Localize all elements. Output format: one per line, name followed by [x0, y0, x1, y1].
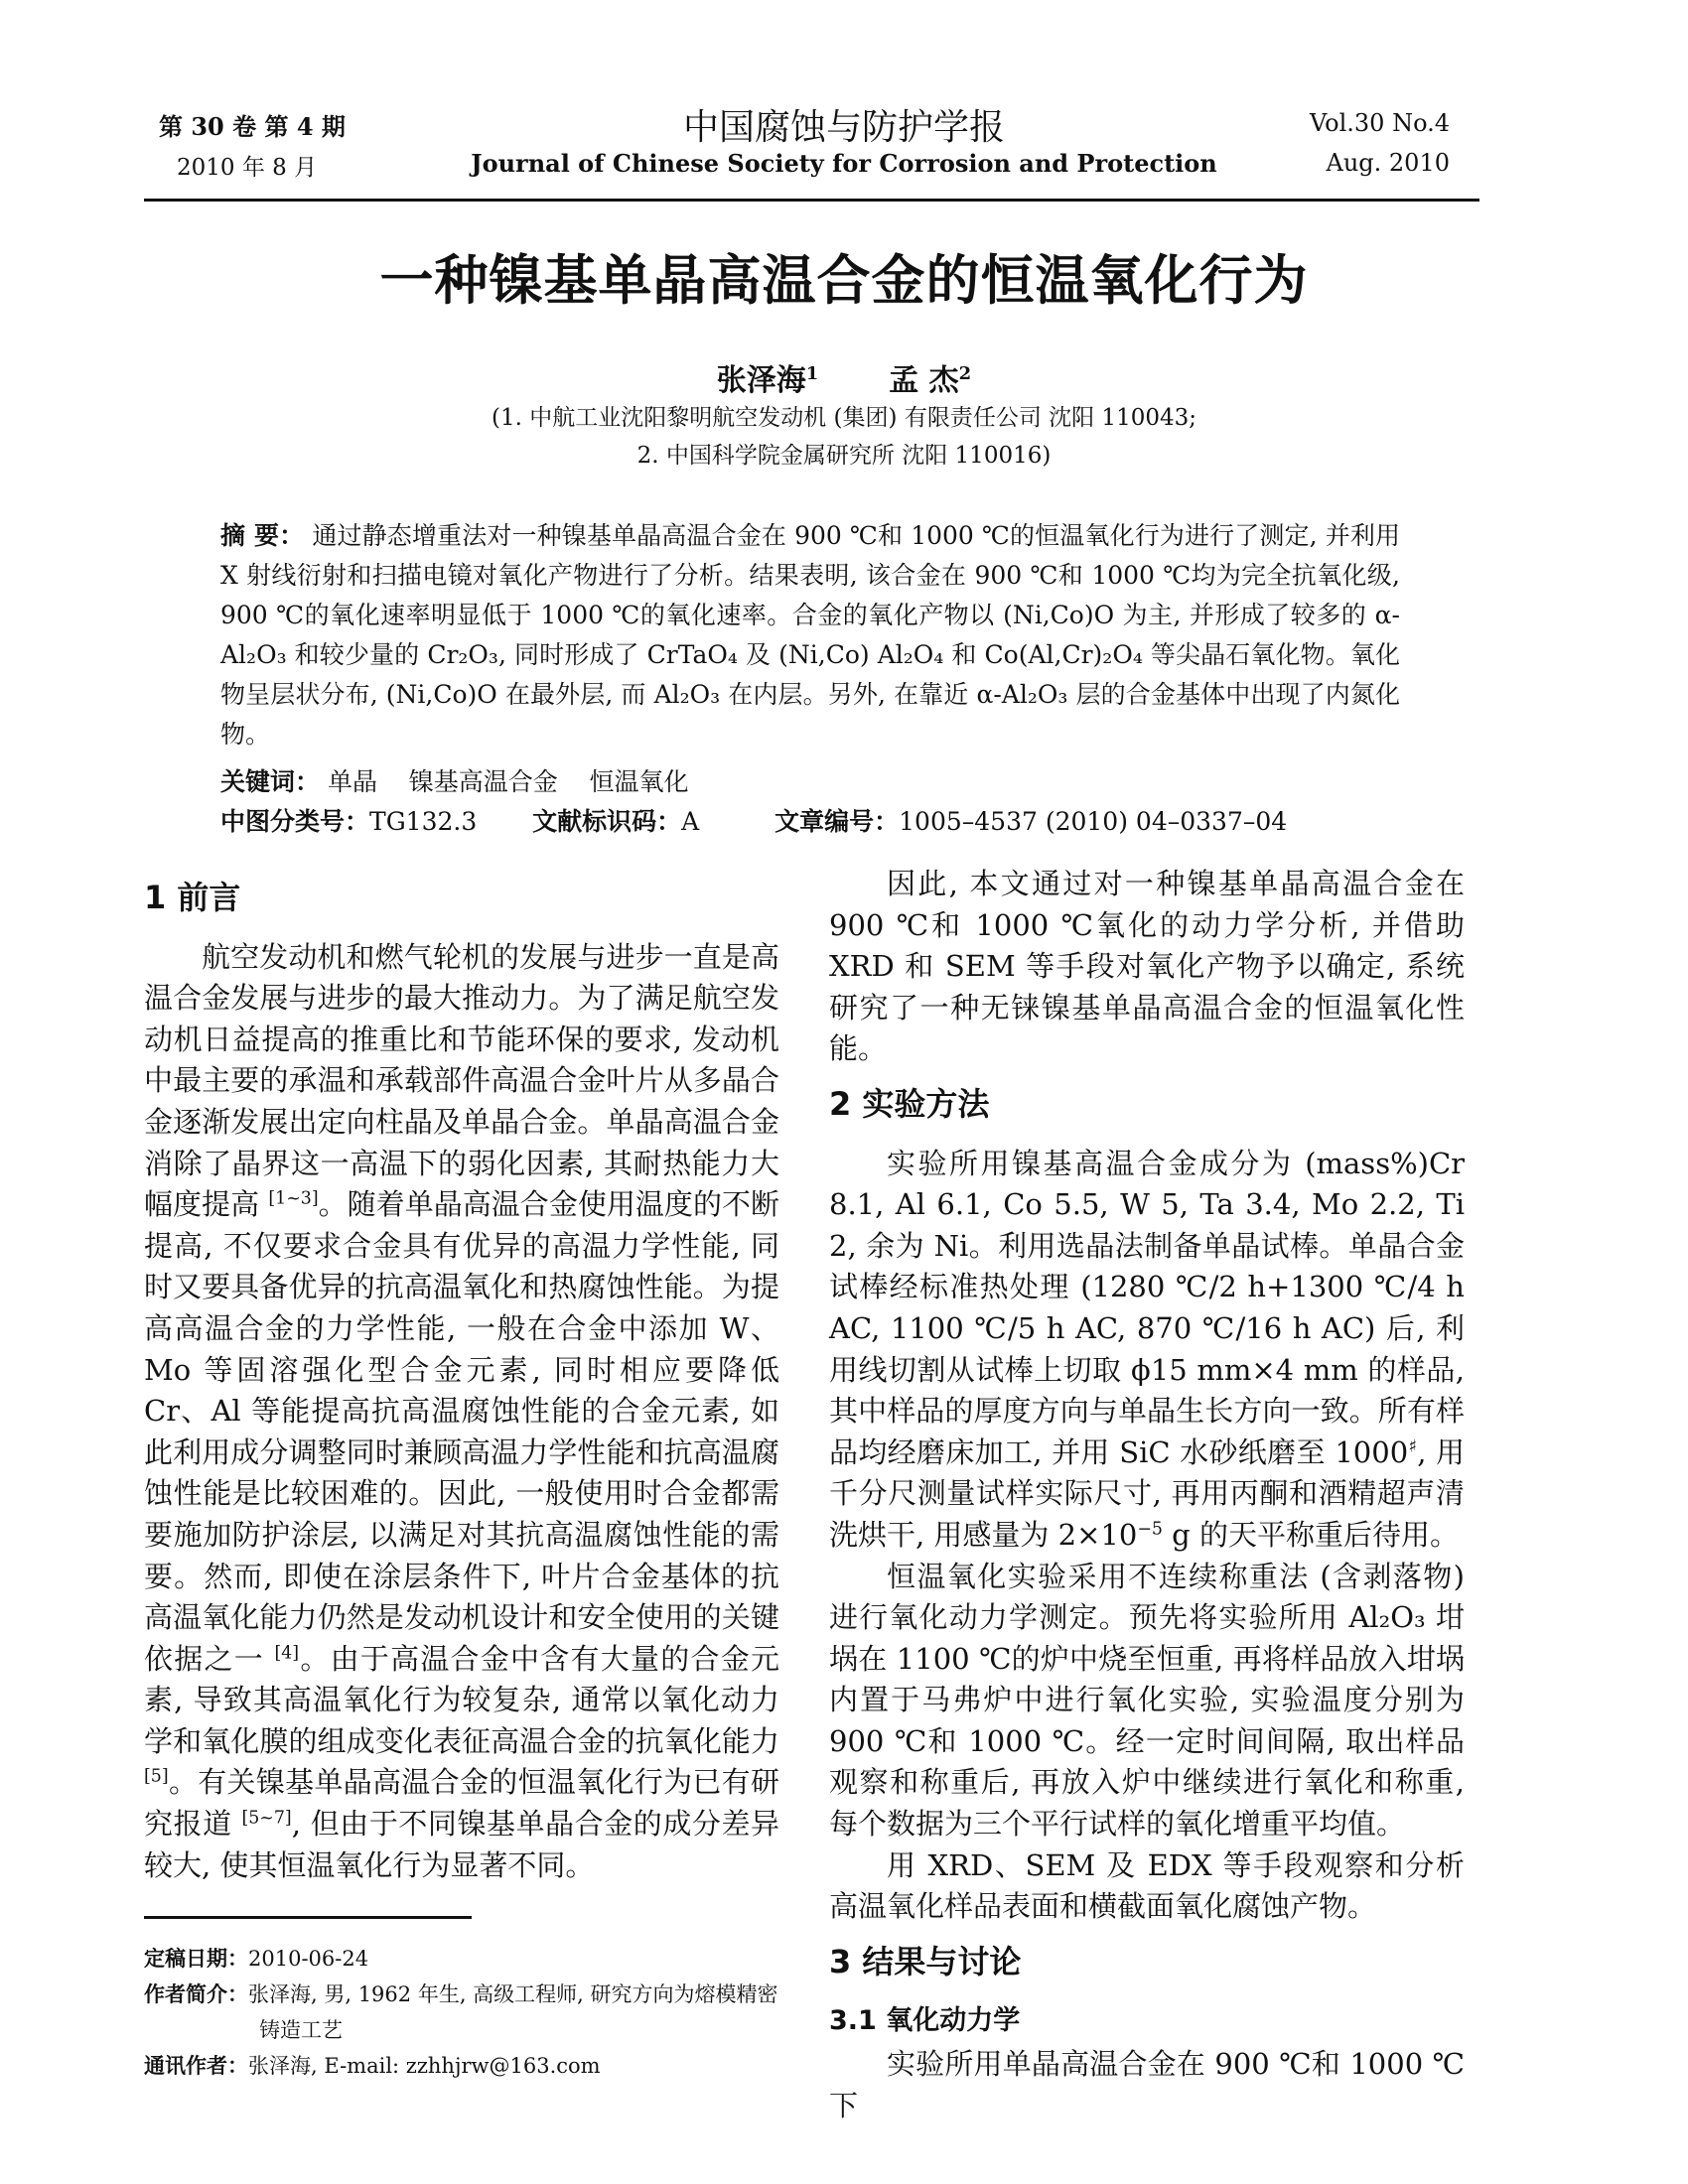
author-affil-mark: 1 [805, 363, 819, 384]
citation-superscript: [1~3] [268, 1188, 319, 1209]
footnote-label: 定稿日期： [144, 1947, 248, 1972]
paragraph-text: 实验所用镍基高温合金成分为 (mass%)Cr 8.1, Al 6.1, Co 5.5, W 5, Ta 3.4, Mo 2.2, Ti 2, 余为 Ni。利用选晶法制备单晶试棒。单晶合金试棒经标准热处理 (1280 ℃/2 h+1300 ℃/4 h AC, 1100 ℃/5 h AC, 870 ℃/16 h AC) 后, 利用线切割从试棒上切取 ϕ15 mm×4 mm 的样品, 其中样品的厚度方向与单晶生长方向一致。所有样品均经磨床加工, 并用 SiC 水砂纸磨至 1000 [829, 1146, 1465, 1469]
classification [220, 802, 1400, 842]
affiliation-2: 2. 中国科学院金属研究所 沈阳 110016) [636, 443, 1052, 469]
paragraph-text: 用 XRD、SEM 及 EDX 等手段观察和分析高温氧化样品表面和横截面氧化腐蚀产物。 [829, 1847, 1465, 1924]
body-paragraph [829, 1845, 1465, 1928]
article-body [0, 516, 1688, 2126]
body-paragraph [829, 1144, 1465, 1557]
subsection-heading: 3.1 氧化动力学 [829, 2005, 1021, 2037]
footnote-label: 通讯作者： [144, 2054, 248, 2079]
clc-value: TG132.3 [369, 807, 478, 836]
abstract [220, 516, 1400, 754]
section-heading: 3 结果与讨论 [829, 1942, 1022, 1980]
body-paragraph [829, 864, 1465, 1070]
citation-superscript: ♯ [1408, 1436, 1418, 1457]
footnote-corresponding [144, 2048, 779, 2084]
paragraph-text: , 但由于不同镍基单晶合金的成分差异较大, 使其恒温氧化行为显著不同。 [144, 1807, 780, 1882]
journal-name-en: Journal of Chinese Society for Corrosion and Protection [471, 149, 1217, 178]
keywords [220, 762, 1400, 802]
paragraph-text: 实验所用单晶高温合金在 900 ℃和 1000 ℃下 [829, 2047, 1465, 2122]
two-column-body [144, 864, 1688, 2126]
doc-code-value: A [681, 807, 700, 836]
citation-superscript: −5 [1137, 1519, 1163, 1540]
volume-en: Vol.30 No.4 [1310, 109, 1450, 137]
paragraph-text: 因此, 本文通过对一种镍基单晶高温合金在 900 ℃和 1000 ℃氧化的动力学分析, 并借助 XRD 和 SEM 等手段对氧化产物予以确定, 系统研究了一种无铼镍基单晶高温合金的恒温氧化性能。 [829, 867, 1465, 1066]
citation-superscript: [5] [144, 1766, 169, 1787]
authors [0, 355, 1688, 399]
paragraph-text: 。有关镍基单晶高温合金的恒温氧化行为已有研究报道 [144, 1765, 779, 1842]
body-paragraph [829, 1557, 1465, 1845]
section-heading: 2 实验方法 [829, 1084, 990, 1123]
left-column [144, 864, 779, 2126]
footnote-author-bio [144, 1977, 779, 2048]
body-paragraph [144, 937, 779, 1887]
paragraph-text: 。随着单晶高温合金使用温度的不断提高, 不仅要求合金具有优异的高温力学性能, 同时又要具备优异的抗高温氧化和热腐蚀性能。为提高高温合金的力学性能, 一般在合金中添加 W、Mo 等固溶强化型合金元素, 同时相应要降低 Cr、Al 等能提高抗高温腐蚀性能的合金元素, 如此利用成分调整同时兼顾高温力学性能和抗高温腐蚀性能是比较困难的。因此, 一般使用时合金都需要施加防护涂层, 以满足对其抗高温腐蚀性能的需要。然而, 即使在涂层条件下, 叶片合金基体的抗高温氧化能力仍然是发动机设计和安全使用的关键依据之一 [144, 1187, 779, 1676]
footnote-rule [144, 1916, 472, 1919]
journal-name-cn: 中国腐蚀与防护学报 [682, 107, 1005, 148]
doc-code-label: 文献标识码： [532, 807, 682, 836]
footnote-text: 张泽海, 男, 1962 年生, 高级工程师, 研究方向为熔模精密铸造工艺 [248, 1982, 778, 2043]
header-rule [144, 199, 1479, 202]
clc-label: 中图分类号： [220, 807, 370, 836]
citation-superscript: [5~7] [241, 1808, 292, 1829]
paragraph-text: 。由于高温合金中含有大量的合金元素, 导致其高温氧化行为较复杂, 通常以氧化动力学和氧化膜的组成变化表征高温合金的抗氧化能力 [144, 1641, 779, 1758]
footnote-text: 张泽海, E-mail: zzhhjrw@163.com [248, 2054, 601, 2079]
paper-title: 一种镍基单晶高温合金的恒温氧化行为 [379, 249, 1309, 312]
body-paragraph [829, 2044, 1465, 2126]
paragraph-text: g 的天平称重后待用。 [1162, 1517, 1459, 1552]
author-name: 张泽海 [716, 363, 806, 398]
section-heading: 1 前言 [144, 879, 241, 916]
issue-date-cn: 2010 年 8 月 [177, 155, 318, 181]
footnote-received [144, 1941, 779, 1977]
keywords-label: 关键词： [220, 767, 321, 796]
abstract-text: 通过静态增重法对一种镍基单晶高温合金在 900 ℃和 1000 ℃的恒温氧化行为进行了测定, 并利用 X 射线衍射和扫描电镜对氧化产物进行了分析。结果表明, 该合金在 900 ℃和 1000 ℃均为完全抗氧化级, 900 ℃的氧化速率明显低于 1000 ℃的氧化速率。合金的氧化产物以 (Ni,Co)O 为主, 并形成了较多的 α-Al₂O₃ 和较少量的 Cr₂O₃, 同时形成了 CrTaO₄ 及 (Ni,Co) Al₂O₄ 和 Co(Al,Cr)₂O₄ 等尖晶石氧化物。氧化物呈层状分布, (Ni,Co)O 在最外层, 而 Al₂O₃ 在内层。另外, 在靠近 α-Al₂O₃ 层的合金基体中出现了内氮化物。 [220, 521, 1400, 749]
article-number-label: 文章编号： [774, 807, 900, 836]
footnotes [144, 1941, 779, 2084]
keywords-text: 单晶 镍基高温合金 恒温氧化 [327, 767, 689, 796]
paragraph-text: 航空发动机和燃气轮机的发展与进步一直是高温合金发展与进步的最大推动力。为了满足航空发动机日益提高的推重比和节能环保的要求, 发动机中最主要的承温和承载部件高温合金叶片从多晶合金逐渐发展出定向柱晶及单晶合金。单晶高温合金消除了晶界这一高温下的弱化因素, 其耐热能力大幅度提高 [144, 939, 779, 1222]
footnote-label: 作者简介： [144, 1982, 248, 2007]
author-name: 孟 杰 [889, 363, 959, 398]
volume-issue: 第 30 卷 第 4 期 [159, 112, 346, 141]
citation-superscript: [4] [274, 1643, 300, 1664]
right-column [829, 864, 1465, 2126]
affiliation-1: (1. 中航工业沈阳黎明航空发动机 (集团) 有限责任公司 沈阳 110043; [492, 405, 1196, 431]
article-number-value: 1005–4537 (2010) 04–0337–04 [899, 807, 1288, 836]
paragraph-text: 恒温氧化实验采用不连续称重法 (含剥落物) 进行氧化动力学测定。预先将实验所用 Al₂O₃ 坩埚在 1100 ℃的炉中烧至恒重, 再将样品放入坩埚内置于马弗炉中进行氧化实验, 实验温度分别为 900 ℃和 1000 ℃。经一定时间间隔, 取出样品观察和称重后, 再放入炉中继续进行氧化和称重, 每个数据为三个平行试样的氧化增重平均值。 [829, 1559, 1465, 1842]
issue-date-en: Aug. 2010 [1326, 149, 1450, 177]
paragraph-text: , 用千分尺测量试样实际尺寸, 再用丙酮和酒精超声清洗烘干, 用感量为 2×10 [829, 1434, 1466, 1552]
abstract-label: 摘 要： [220, 521, 305, 550]
footnote-text: 2010-06-24 [248, 1947, 369, 1972]
author-affil-mark: 2 [958, 363, 972, 384]
